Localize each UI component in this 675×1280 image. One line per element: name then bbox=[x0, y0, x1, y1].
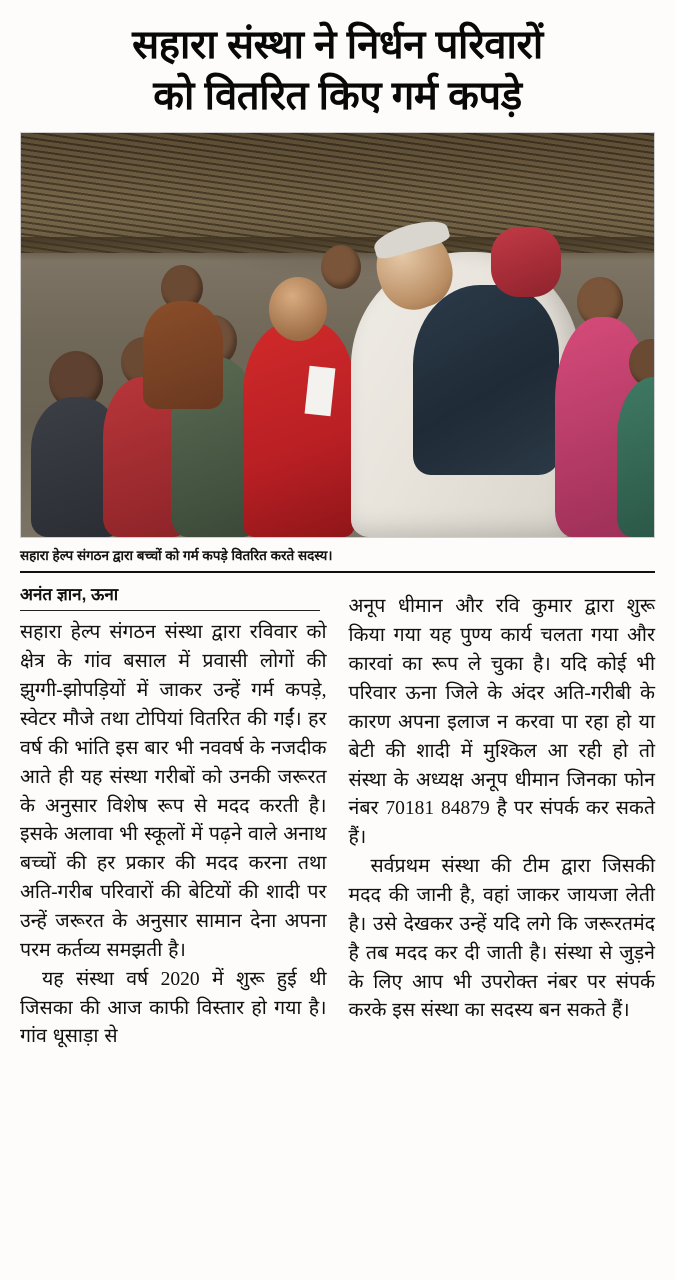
photo-background bbox=[21, 133, 654, 537]
paragraph: यह संस्था वर्ष 2020 में शुरू हुई थी जिसका की आज काफी विस्तार हो गया है। गांव धूसाड़ा से bbox=[20, 968, 327, 1048]
column-right bbox=[349, 593, 656, 1052]
headline-line-2: को वितरित किए गर्म कपड़े bbox=[153, 74, 522, 119]
byline: अनंत ज्ञान, ऊना bbox=[20, 582, 320, 611]
person-body bbox=[143, 301, 223, 409]
paragraph: अनूप धीमान और रवि कुमार द्वारा शुरू किया गया यह पुण्य कार्य चलता गया और कारवां का रूप ले चुका है। यदि कोई भी परिवार ऊना जिले के अंदर अति-गरीबी के कारण अपना इलाज न करवा पा रहा हो या बेटी की शादी में मुश्किल आ रही हो तो संस्था के अध्यक्ष अनूप धीमान जिनका फोन नंबर 70181 84879 है पर संपर्क कर सकते हैं। bbox=[348, 596, 655, 849]
crowd-of-people bbox=[21, 227, 654, 537]
page-title bbox=[16, 20, 659, 122]
person-head bbox=[321, 245, 361, 289]
paragraph: सहारा हेल्प संगठन संस्था द्वारा रविवार को क्षेत्र के गांव बसाल में प्रवासी लोगों की झुग्गी-झोपड़ियों में जाकर उन्हें गर्म कपड़े, स्वेटर मौजे तथा टोपियां वितरित की गईं। हर वर्ष की भांति इस बार भी नववर्ष के नजदीक आते ही यह संस्था गरीबों को उनकी जरूरत के अनुसार विशेष रूप से मदद करती है। इसके अलावा भी स्कूलों में पढ़ने वाले अनाथ बच्चों की हर प्रकार की मदद करना तथा अति-गरीब परिवारों की बेटियों की शादी पर उन्हें जरूरत के अनुसार सामान देना अपना परम कर्तव्य समझती है। bbox=[20, 622, 327, 961]
paper-slip bbox=[305, 366, 336, 416]
paragraph: सर्वप्रथम संस्था की टीम द्वारा जिसकी मदद की जानी है, वहां जाकर जायजा लेती है। उसे देखकर उन्हें यदि लगे कि जरूरतमंद है तब मदद कर दी जाती है। संस्था से जुड़ने के लिए आप भी उपरोक्त नंबर पर संपर्क करके इस संस्था का सदस्य बन सकते हैं। bbox=[348, 856, 655, 1022]
child-in-red-sweater bbox=[243, 321, 355, 537]
photo-caption: सहारा हेल्प संगठन द्वारा बच्चों को गर्म कपड़े वितरित करते सदस्य। bbox=[20, 546, 655, 573]
child-head bbox=[269, 277, 327, 341]
article-photo bbox=[20, 132, 655, 538]
article-body bbox=[20, 596, 655, 1052]
headline-line-1: सहारा संस्था ने निर्धन परिवारों bbox=[132, 23, 543, 67]
volunteer-vest bbox=[413, 285, 559, 475]
person-body bbox=[491, 227, 561, 297]
column-left bbox=[20, 619, 327, 1052]
